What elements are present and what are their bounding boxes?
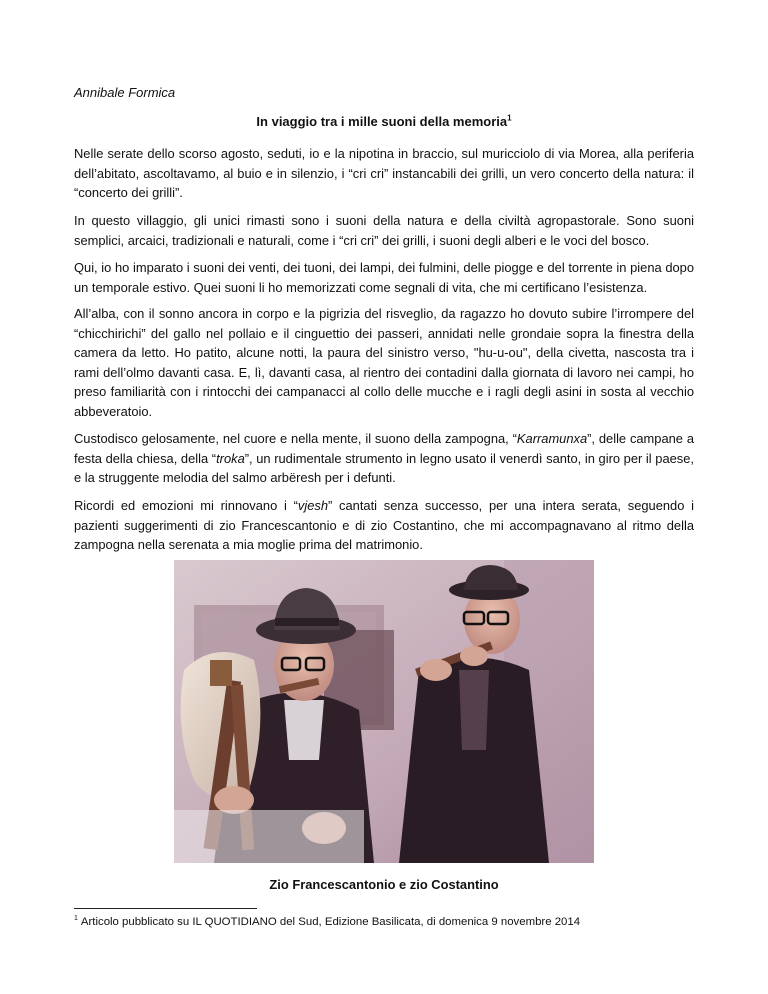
photo-two-musicians xyxy=(174,560,594,863)
paragraph-6-text-b: ” cantati senza successo, per una intera serata, seguendo i pazienti suggerimenti di zio Francescantonio e di zio Costantino, che mi accompagnavano al ritmo della zampogna nella serenata a mia moglie prima del matrimonio. xyxy=(74,498,694,552)
footnote-text: Articolo pubblicato su IL QUOTIDIANO del Sud, Edizione Basilicata, di domenica 9 novembre 2014 xyxy=(80,916,581,928)
paragraph-6-text-a: Ricordi ed emozioni mi rinnovano i “ xyxy=(74,498,298,513)
paragraph-6-italic-vjesh: vjesh xyxy=(297,498,328,513)
title-footnote-marker: 1 xyxy=(507,113,512,123)
paragraph-6 xyxy=(74,496,694,555)
paragraph-2: In questo villaggio, gli unici rimasti sono i suoni della natura e della civiltà agropastorale. Sono suoni semplici, arcaici, tradizionali e naturali, come i “cri cri” dei grilli, i suoni degli alberi e le voci del bosco. xyxy=(74,213,694,248)
paragraph-5-italic-troka: troka xyxy=(216,450,245,466)
paragraph-5-text-a: Custodisco gelosamente, nel cuore e nella mente, il suono della zampogna, “ xyxy=(74,431,517,446)
footnote-marker: 1 xyxy=(74,915,78,923)
paragraph-3: Qui, io ho imparato i suoni dei venti, dei tuoni, dei lampi, dei fulmini, delle piogge e del torrente in piena dopo un temporale estivo. Quei suoni li ho memorizzati come segnali di vita, che mi certificano l’esistenza. xyxy=(74,260,694,295)
paragraph-1: Nelle serate dello scorso agosto, seduti, io e la nipotina in braccio, sul muricciolo di via Morea, alla periferia dell’abitato, ascoltavamo, al buio e in silenzio, i “cri cri” instancabili dei grilli, un vero concerto della natura: il “concerto dei grilli”. xyxy=(74,146,694,200)
paragraph-4: All’alba, con il sonno ancora in corpo e la pigrizia del risveglio, da ragazzo ho dovuto subire l’irrompere del “chicchirichi” del gallo nel pollaio e il cinguettio dei passeri, annidati nelle grondaie sopra la finestra della camera da letto. Ho patito, alcune notti, la paura del sinistro verso, "hu-u-ou", della civetta, nascosta tra i rami dell’olmo davanti casa. E, lì, davanti casa, al rientro dei contadini dalla giornata di lavoro nei campi, ho preso familiarità con i rintocchi dei campanacci al collo delle mucche e i ragli degli asini in sosta al vecchio abbeveratoio. xyxy=(74,306,694,419)
footnote xyxy=(74,916,580,928)
author-name: Annibale Formica xyxy=(74,85,176,100)
paragraph-5 xyxy=(74,429,694,488)
paragraph-5-text-c: ”, un rudimentale strumento in legno usato il venerdì santo, in giro per il paese, e la struggente melodia del salmo arbëresh per i defunti. xyxy=(74,450,694,485)
paragraph-5-text-b: ”, delle campane a festa della chiesa, della “ xyxy=(74,431,694,466)
footnote-divider xyxy=(74,908,257,909)
paragraph-5-italic-karramunxa: Karramunxa xyxy=(516,431,588,446)
article-title xyxy=(0,114,768,129)
title-text: In viaggio tra i mille suoni della memoria xyxy=(256,114,508,129)
photo-caption: Zio Francescantonio e zio Costantino xyxy=(269,877,499,892)
photo-illustration xyxy=(174,560,594,863)
